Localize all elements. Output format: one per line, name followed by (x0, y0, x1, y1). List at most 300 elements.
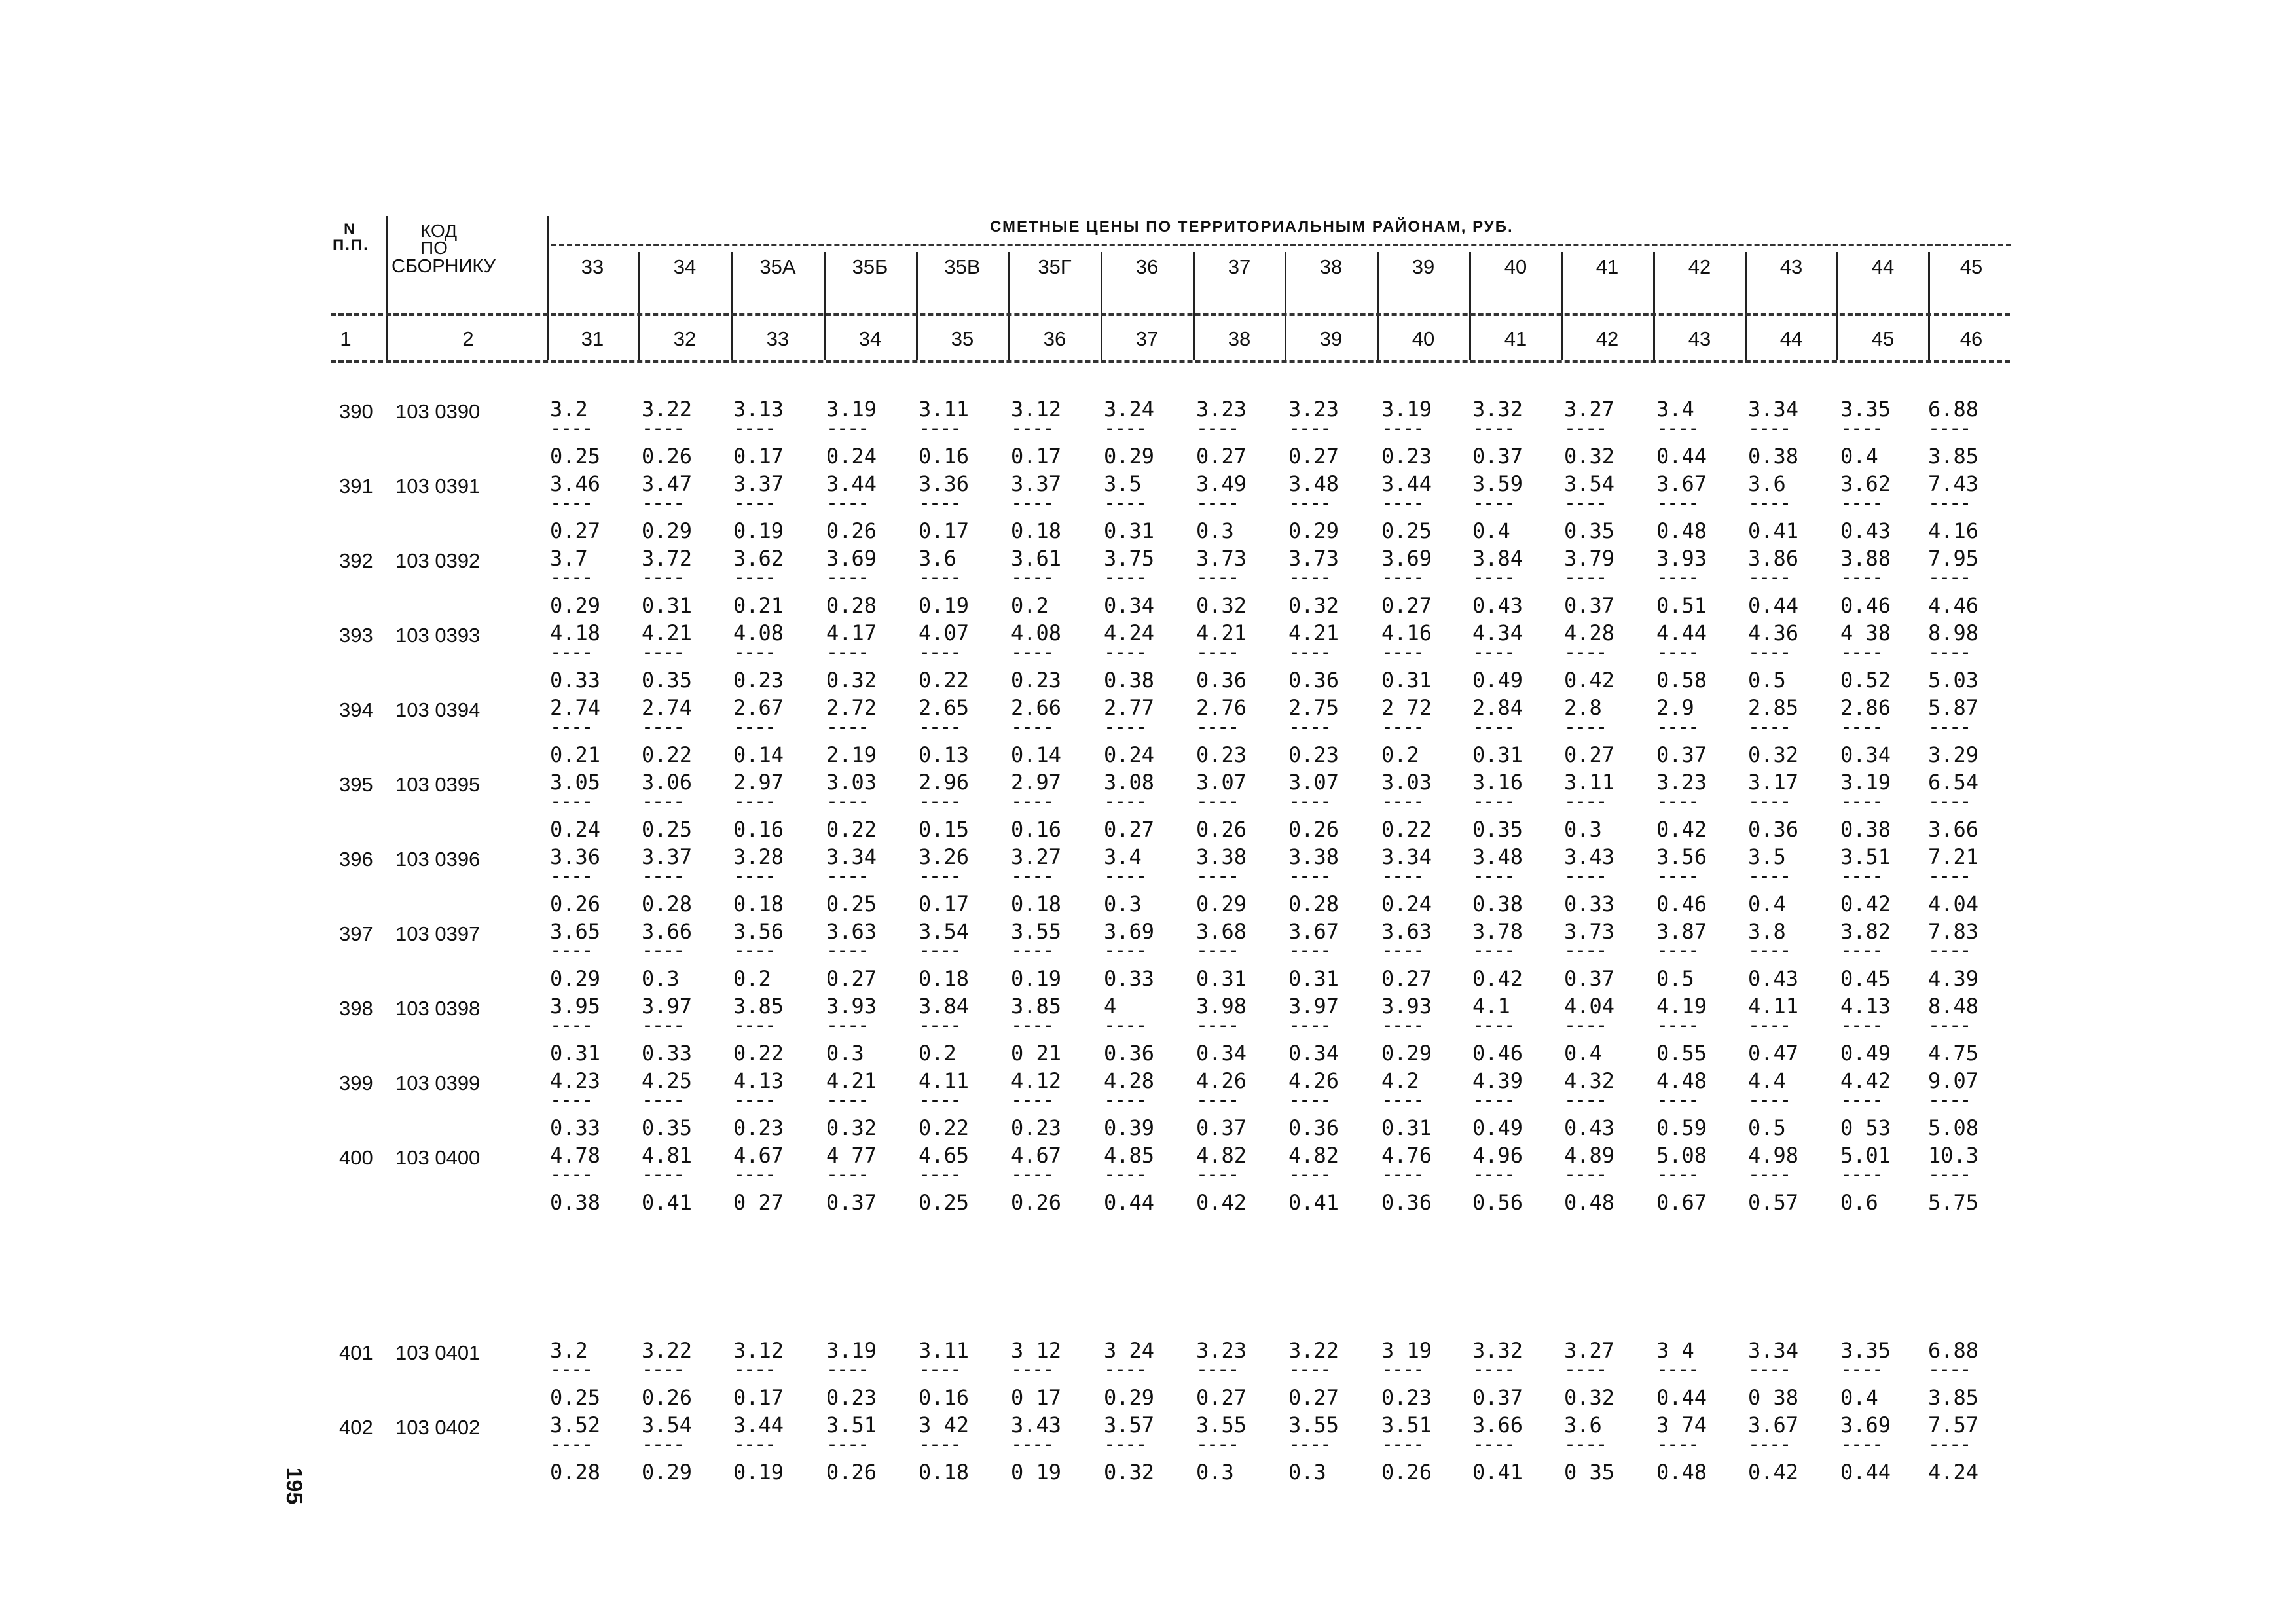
price-value: 0.46 (1840, 593, 1891, 618)
price-value: 0.26 (642, 1385, 693, 1410)
price-value: 0.18 (919, 1460, 970, 1485)
price-value: 0.36 (1288, 1115, 1339, 1140)
page-number: 195 (282, 1467, 306, 1505)
price-value: 10.3 (1928, 1143, 1979, 1168)
fraction-bar: ---- (1748, 492, 1791, 514)
price-value: 0.46 (1472, 1041, 1523, 1066)
price-value: 3.28 (733, 844, 784, 869)
price-value: 2.76 (1196, 695, 1247, 720)
price-value: 4.08 (733, 621, 784, 645)
price-value: 3.37 (642, 844, 693, 869)
price-value: 3 24 (1104, 1338, 1155, 1363)
col-code-heading-2: ПО (420, 238, 448, 258)
price-value: 0.36 (1381, 1190, 1432, 1215)
price-value: 0.48 (1656, 1460, 1707, 1485)
price-value: 3.38 (1196, 844, 1247, 869)
fraction-bar: ---- (1748, 1089, 1791, 1111)
price-value: 0.23 (1196, 742, 1247, 767)
price-value: 0.37 (1656, 742, 1707, 767)
price-value: 3.6 (919, 546, 957, 571)
fraction-bar: ---- (919, 1358, 961, 1381)
price-value: 0.67 (1656, 1190, 1707, 1215)
fraction-bar: ---- (1196, 492, 1239, 514)
price-value: 0.17 (733, 444, 784, 469)
price-value: 2.19 (826, 742, 877, 767)
price-value: 0.38 (550, 1190, 601, 1215)
price-value: 4.08 (1011, 621, 1062, 645)
fraction-bar: ---- (1748, 790, 1791, 813)
fraction-bar: ---- (1748, 1358, 1791, 1381)
fraction-bar: ---- (1928, 1433, 1971, 1456)
price-value: 3.5 (1104, 471, 1142, 496)
price-value: 0.51 (1656, 593, 1707, 618)
price-value: 3.44 (826, 471, 877, 496)
price-value: 2.8 (1564, 695, 1602, 720)
fraction-bar: ---- (1011, 641, 1053, 664)
price-value: 4.21 (1196, 621, 1247, 645)
price-value: 4.34 (1472, 621, 1523, 645)
column-number: 46 (1959, 327, 1983, 350)
price-value: 5.08 (1928, 1115, 1979, 1140)
price-value: 3.69 (1840, 1413, 1891, 1437)
price-value: 0.32 (1564, 444, 1615, 469)
price-value: 0.38 (1104, 668, 1155, 693)
price-value: 0.33 (550, 1115, 601, 1140)
price-value: 6.54 (1928, 770, 1979, 795)
price-value: 0.37 (1564, 593, 1615, 618)
price-value: 3.29 (1928, 742, 1979, 767)
price-value: 3.75 (1104, 546, 1155, 571)
fraction-bar: ---- (1288, 1433, 1331, 1456)
fraction-bar: ---- (1196, 790, 1239, 813)
fraction-bar: ---- (1564, 865, 1607, 888)
row-code: 103 0398 (395, 997, 481, 1020)
price-value: 3.07 (1196, 770, 1247, 795)
fraction-bar: ---- (1564, 715, 1607, 738)
row-number: 393 (339, 624, 373, 647)
price-value: 0.3 (1196, 518, 1234, 543)
price-value: 3.38 (1288, 844, 1339, 869)
price-value: 0 35 (1564, 1460, 1615, 1485)
price-value: 4.21 (1288, 621, 1339, 645)
price-value: 3.73 (1196, 546, 1247, 571)
price-value: 0.31 (642, 593, 693, 618)
price-value: 0.36 (1104, 1041, 1155, 1066)
fraction-bar: ---- (919, 1433, 961, 1456)
price-value: 4.28 (1104, 1068, 1155, 1093)
fraction-bar: ---- (1564, 1433, 1607, 1456)
fraction-bar: ---- (733, 790, 776, 813)
fraction-bar: ---- (1196, 939, 1239, 962)
price-value: 3 42 (919, 1413, 970, 1437)
fraction-bar: ---- (919, 641, 961, 664)
price-value: 0.59 (1656, 1115, 1707, 1140)
price-value: 3.85 (1011, 994, 1062, 1019)
price-value: 3.34 (826, 844, 877, 869)
price-value: 0.29 (1381, 1041, 1432, 1066)
price-value: 0.16 (919, 444, 970, 469)
price-value: 0.17 (733, 1385, 784, 1410)
price-value: 0.25 (1381, 518, 1432, 543)
district-label: 35Г (1038, 255, 1072, 278)
price-value: 2 72 (1381, 695, 1432, 720)
price-value: 0.44 (1656, 1385, 1707, 1410)
fraction-bar: ---- (1104, 715, 1146, 738)
fraction-bar: ---- (733, 939, 776, 962)
price-value: 0.35 (1472, 817, 1523, 842)
row-number: 395 (339, 773, 373, 796)
fraction-bar: ---- (1381, 492, 1424, 514)
fraction-bar: ---- (1472, 566, 1515, 589)
price-value: 0.31 (1381, 1115, 1432, 1140)
district-label: 38 (1319, 255, 1343, 278)
fraction-bar: ---- (1928, 1089, 1971, 1111)
price-value: 3.03 (826, 770, 877, 795)
price-value: 3.23 (1656, 770, 1707, 795)
row-code: 103 0394 (395, 698, 481, 721)
price-value: 0.42 (1748, 1460, 1799, 1485)
column-number: 32 (673, 327, 697, 350)
price-value: 2.97 (1011, 770, 1062, 795)
price-value: 3.87 (1656, 919, 1707, 944)
price-value: 3.5 (1748, 844, 1786, 869)
column-number: 31 (581, 327, 604, 350)
fraction-bar: ---- (826, 641, 869, 664)
price-value: 0.2 (733, 966, 771, 991)
price-value: 4.17 (826, 621, 877, 645)
district-label: 40 (1504, 255, 1527, 278)
fraction-bar: ---- (1564, 492, 1607, 514)
price-value: 4.04 (1564, 994, 1615, 1019)
price-value: 0.4 (1472, 518, 1510, 543)
price-value: 3.93 (1381, 994, 1432, 1019)
price-value: 0.34 (1196, 1041, 1247, 1066)
fraction-bar: ---- (1748, 417, 1791, 440)
fraction-bar: ---- (1840, 492, 1883, 514)
price-value: 0.26 (826, 518, 877, 543)
district-label: 39 (1412, 255, 1435, 278)
price-value: 3.98 (1196, 994, 1247, 1019)
fraction-bar: ---- (1381, 939, 1424, 962)
price-value: 0.31 (1196, 966, 1247, 991)
price-value: 4.24 (1104, 621, 1155, 645)
price-value: 2.74 (642, 695, 693, 720)
price-value: 0.26 (550, 892, 601, 916)
fraction-bar: ---- (1196, 715, 1239, 738)
price-value: 0.6 (1840, 1190, 1878, 1215)
price-value: 0.43 (1564, 1115, 1615, 1140)
price-value: 4.96 (1472, 1143, 1523, 1168)
price-value: 4.46 (1928, 593, 1979, 618)
price-value: 4.75 (1928, 1041, 1979, 1066)
fraction-bar: ---- (1104, 790, 1146, 813)
fraction-bar: ---- (1196, 566, 1239, 589)
price-value: 0.27 (1104, 817, 1155, 842)
price-value: 3.27 (1564, 397, 1615, 422)
price-value: 3.56 (1656, 844, 1707, 869)
price-value: 0.35 (1564, 518, 1615, 543)
fraction-bar: ---- (1472, 1163, 1515, 1186)
price-value: 0.23 (1011, 1115, 1062, 1140)
price-value: 2.75 (1288, 695, 1339, 720)
fraction-bar: ---- (1656, 1089, 1699, 1111)
fraction-bar: ---- (642, 1163, 684, 1186)
price-value: 3.66 (1472, 1413, 1523, 1437)
district-label: 42 (1688, 255, 1711, 278)
price-value: 3.54 (919, 919, 970, 944)
price-value: 0 27 (733, 1190, 784, 1215)
price-value: 0.43 (1748, 966, 1799, 991)
price-value: 2.77 (1104, 695, 1155, 720)
price-value: 4.28 (1564, 621, 1615, 645)
price-value: 3.12 (1011, 397, 1062, 422)
fraction-bar: ---- (826, 1358, 869, 1381)
price-value: 0.44 (1748, 593, 1799, 618)
price-value: 4.13 (1840, 994, 1891, 1019)
price-value: 0.16 (919, 1385, 970, 1410)
fraction-bar: ---- (1104, 939, 1146, 962)
price-value: 0.41 (1472, 1460, 1523, 1485)
fraction-bar: ---- (1381, 790, 1424, 813)
column-number: 33 (766, 327, 790, 350)
price-value: 4.1 (1472, 994, 1510, 1019)
price-value: 0.27 (826, 966, 877, 991)
price-value: 4.25 (642, 1068, 693, 1093)
fraction-bar: ---- (733, 641, 776, 664)
price-value: 3.84 (919, 994, 970, 1019)
price-value: 4.07 (919, 621, 970, 645)
price-value: 0.17 (1011, 444, 1062, 469)
price-value: 3.78 (1472, 919, 1523, 944)
price-value: 3.44 (733, 1413, 784, 1437)
price-value: 0.2 (1011, 593, 1049, 618)
price-value: 0.24 (1381, 892, 1432, 916)
price-value: 3.67 (1656, 471, 1707, 496)
price-value: 0.36 (1196, 668, 1247, 693)
price-value: 0.23 (1011, 668, 1062, 693)
price-value: 0.37 (826, 1190, 877, 1215)
fraction-bar: ---- (1656, 1358, 1699, 1381)
fraction-bar: ---- (1288, 566, 1331, 589)
fraction-bar: ---- (1381, 1163, 1424, 1186)
price-value: 7.83 (1928, 919, 1979, 944)
fraction-bar: ---- (642, 417, 684, 440)
district-label: 34 (673, 255, 697, 278)
fraction-bar: ---- (550, 492, 592, 514)
price-value: 3.85 (1928, 444, 1979, 469)
price-value: 3.35 (1840, 397, 1891, 422)
row-code: 103 0401 (395, 1341, 481, 1364)
col-no-heading-bottom: П.П. (333, 236, 369, 254)
fraction-bar: ---- (1656, 492, 1699, 514)
price-value: 4.67 (733, 1143, 784, 1168)
fraction-bar: ---- (733, 715, 776, 738)
row-code: 103 0397 (395, 922, 481, 945)
fraction-bar: ---- (550, 1358, 592, 1381)
price-value: 0.32 (1564, 1385, 1615, 1410)
price-value: 2.65 (919, 695, 970, 720)
price-value: 0.43 (1840, 518, 1891, 543)
price-value: 0.3 (1104, 892, 1142, 916)
price-value: 0.42 (1472, 966, 1523, 991)
price-value: 3.19 (1840, 770, 1891, 795)
fraction-bar: ---- (1748, 939, 1791, 962)
column-number: 43 (1688, 327, 1711, 350)
fraction-bar: ---- (642, 790, 684, 813)
district-label: 44 (1871, 255, 1895, 278)
fraction-bar: ---- (1748, 1433, 1791, 1456)
fraction-bar: ---- (1748, 865, 1791, 888)
fraction-bar: ---- (919, 1014, 961, 1037)
fraction-bar: ---- (1656, 715, 1699, 738)
price-value: 0.23 (826, 1385, 877, 1410)
price-value: 0.4 (1840, 444, 1878, 469)
price-value: 4.26 (1196, 1068, 1247, 1093)
price-value: 2.74 (550, 695, 601, 720)
price-value: 0.22 (733, 1041, 784, 1066)
price-value: 6.88 (1928, 1338, 1979, 1363)
fraction-bar: ---- (642, 1014, 684, 1037)
column-number: 45 (1871, 327, 1895, 350)
price-value: 0.16 (1011, 817, 1062, 842)
price-value: 3.73 (1564, 919, 1615, 944)
fraction-bar: ---- (1288, 1358, 1331, 1381)
price-value: 2.85 (1748, 695, 1799, 720)
fraction-bar: ---- (1381, 417, 1424, 440)
fraction-bar: ---- (1748, 1163, 1791, 1186)
price-value: 3.66 (1928, 817, 1979, 842)
fraction-bar: ---- (1011, 417, 1053, 440)
price-value: 0.27 (1564, 742, 1615, 767)
price-value: 2.9 (1656, 695, 1694, 720)
price-value: 3.56 (733, 919, 784, 944)
row-number: 397 (339, 922, 373, 945)
fraction-bar: ---- (1840, 566, 1883, 589)
price-value: 3.69 (1381, 546, 1432, 571)
price-value: 4.78 (550, 1143, 601, 1168)
price-value: 4 38 (1840, 621, 1891, 645)
price-value: 3.12 (733, 1338, 784, 1363)
price-value: 0.32 (826, 668, 877, 693)
price-value: 0.26 (1011, 1190, 1062, 1215)
fraction-bar: ---- (1840, 715, 1883, 738)
price-value: 3.95 (550, 994, 601, 1019)
price-value: 0.27 (1288, 444, 1339, 469)
fraction-bar: ---- (733, 865, 776, 888)
fraction-bar: ---- (1288, 417, 1331, 440)
fraction-bar: ---- (1011, 865, 1053, 888)
price-value: 0.17 (919, 892, 970, 916)
price-value: 0.42 (1564, 668, 1615, 693)
fraction-bar: ---- (919, 566, 961, 589)
price-value: 3.37 (733, 471, 784, 496)
price-value: 0.14 (1011, 742, 1062, 767)
price-value: 4.12 (1011, 1068, 1062, 1093)
fraction-bar: ---- (1472, 492, 1515, 514)
fraction-bar: ---- (733, 1358, 776, 1381)
price-value: 3.49 (1196, 471, 1247, 496)
price-value: 0.48 (1564, 1190, 1615, 1215)
price-value: 4.2 (1381, 1068, 1419, 1093)
price-value: 4.21 (826, 1068, 877, 1093)
price-value: 0.14 (733, 742, 784, 767)
fraction-bar: ---- (826, 715, 869, 738)
price-value: 0.34 (1288, 1041, 1339, 1066)
row-number: 394 (339, 698, 373, 721)
price-value: 0 17 (1011, 1385, 1062, 1410)
fraction-bar: ---- (1196, 641, 1239, 664)
fraction-bar: ---- (1564, 417, 1607, 440)
fraction-bar: ---- (550, 417, 592, 440)
price-value: 3.16 (1472, 770, 1523, 795)
fraction-bar: ---- (733, 492, 776, 514)
district-label: 33 (581, 255, 604, 278)
price-value: 3.19 (1381, 397, 1432, 422)
price-value: 6.88 (1928, 397, 1979, 422)
fraction-bar: ---- (1656, 566, 1699, 589)
price-value: 3.61 (1011, 546, 1062, 571)
fraction-bar: ---- (919, 492, 961, 514)
price-value: 3.48 (1472, 844, 1523, 869)
price-value: 0.42 (1656, 817, 1707, 842)
price-value: 3.43 (1011, 1413, 1062, 1437)
fraction-bar: ---- (1104, 641, 1146, 664)
price-value: 0.27 (1288, 1385, 1339, 1410)
price-value: 4.21 (642, 621, 693, 645)
fraction-bar: ---- (919, 715, 961, 738)
price-value: 4.13 (733, 1068, 784, 1093)
fraction-bar: ---- (1381, 1089, 1424, 1111)
fraction-bar: ---- (1381, 865, 1424, 888)
price-value: 4.67 (1011, 1143, 1062, 1168)
column-number: 41 (1504, 327, 1527, 350)
row-code: 103 0399 (395, 1072, 481, 1094)
price-value: 3.4 (1104, 844, 1142, 869)
price-value: 0.36 (1748, 817, 1799, 842)
fraction-bar: ---- (550, 566, 592, 589)
price-value: 0.27 (550, 518, 601, 543)
price-value: 3.62 (733, 546, 784, 571)
column-number: 44 (1779, 327, 1803, 350)
row-number: 398 (339, 997, 373, 1020)
fraction-bar: ---- (1748, 715, 1791, 738)
price-value: 0.26 (1288, 817, 1339, 842)
column-number: 37 (1135, 327, 1159, 350)
price-value: 2.96 (919, 770, 970, 795)
price-value: 0.5 (1748, 1115, 1786, 1140)
fraction-bar: ---- (1840, 790, 1883, 813)
fraction-bar: ---- (1928, 1163, 1971, 1186)
price-value: 0.25 (642, 817, 693, 842)
district-label: 35В (944, 255, 981, 278)
price-value: 0.31 (1381, 668, 1432, 693)
fraction-bar: ---- (1928, 715, 1971, 738)
district-label: 35А (759, 255, 796, 278)
price-value: 4.82 (1288, 1143, 1339, 1168)
price-value: 0.32 (1748, 742, 1799, 767)
fraction-bar: ---- (1564, 1014, 1607, 1037)
price-value: 0.45 (1840, 966, 1891, 991)
price-value: 3.23 (1196, 397, 1247, 422)
price-value: 0 19 (1011, 1460, 1062, 1485)
price-value: 0.33 (642, 1041, 693, 1066)
fraction-bar: ---- (1196, 1089, 1239, 1111)
price-value: 0.42 (1840, 892, 1891, 916)
price-value: 4.42 (1840, 1068, 1891, 1093)
price-value: 3 19 (1381, 1338, 1432, 1363)
price-value: 3.23 (1196, 1338, 1247, 1363)
price-value: 0.28 (1288, 892, 1339, 916)
